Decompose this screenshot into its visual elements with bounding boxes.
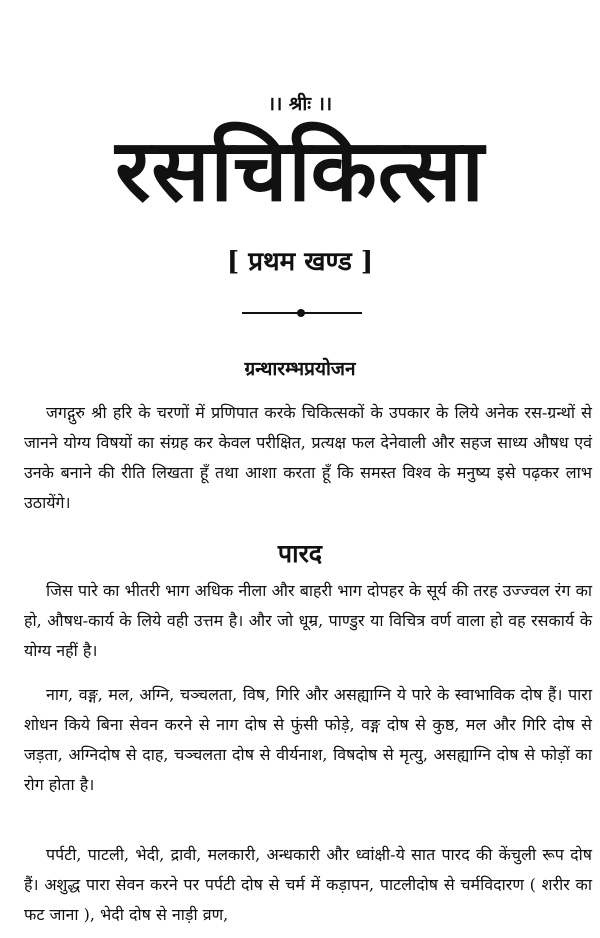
section-heading-parad: पारद [277, 539, 323, 568]
paragraph-parad-kenchuli: पर्पटी, पाटली, भेदी, द्रावी, मलकारी, अन्धकारी और ध्वांक्षी-ये सात पारद की केंचुली रूप दोष हैं। अशुद्ध पारा सेवन करने पर पर्पटी दोष से चर्म में कड़ापन, पाटलीदोष से चर्मविदारण ( शरीर का फट जाना ), भेदी दोष से नाड़ी व्रण, [24, 845, 592, 924]
section-heading-introduction: ग्रन्थारम्भप्रयोजन [244, 358, 356, 380]
volume-subtitle: [ प्रथम खण्ड ] [226, 247, 374, 277]
book-title: रसचिकित्सा [115, 120, 485, 221]
ornament-divider [242, 308, 362, 318]
ornament-dot [297, 309, 305, 317]
paragraph-introduction: जगद्गुरु श्री हरि के चरणों में प्रणिपात करके चिकित्सकों के उपकार के लिये अनेक रस-ग्रन्थों से जानने योग्य विषयों का संग्रह कर केवल परीक्षित, प्रत्यक्ष फल देनेवाली और सहज साध्य औषध एवं उनके बनाने की रीति लिखता हूँ तथा आशा करता हूँ कि समस्त विश्व के मनुष्य इसे पढ़कर लाभ उठायेंगे। [24, 403, 592, 512]
paragraph-parad-quality: जिस पारे का भीतरी भाग अधिक नीला और बाहरी भाग दोपहर के सूर्य की तरह उज्ज्वल रंग का हो, औषध-कार्य के लिये वही उत्तम है। और जो धूम्र, पाण्डुर या विचित्र वर्ण वाला हो वह रसकार्य के योग्य नहीं है। [24, 581, 592, 660]
paragraph-parad-doshas: नाग, वङ्ग, मल, अग्नि, चञ्चलता, विष, गिरि और असह्याग्नि ये पारे के स्वाभाविक दोष हैं। पारा शोधन किये बिना सेवन करने से नाग दोष से फुंसी फोड़े, वङ्ग दोष से कुष्ठ, मल और गिरि दोष से जड़ता, अग्निदोष से दाह, चञ्चलता दोष से वीर्यनाश, विषदोष से मृत्यु, असह्याग्नि दोष से फोड़ों का रोग होता है। [24, 685, 592, 794]
invocation-line: ।। श्रीः ।। [267, 93, 333, 115]
